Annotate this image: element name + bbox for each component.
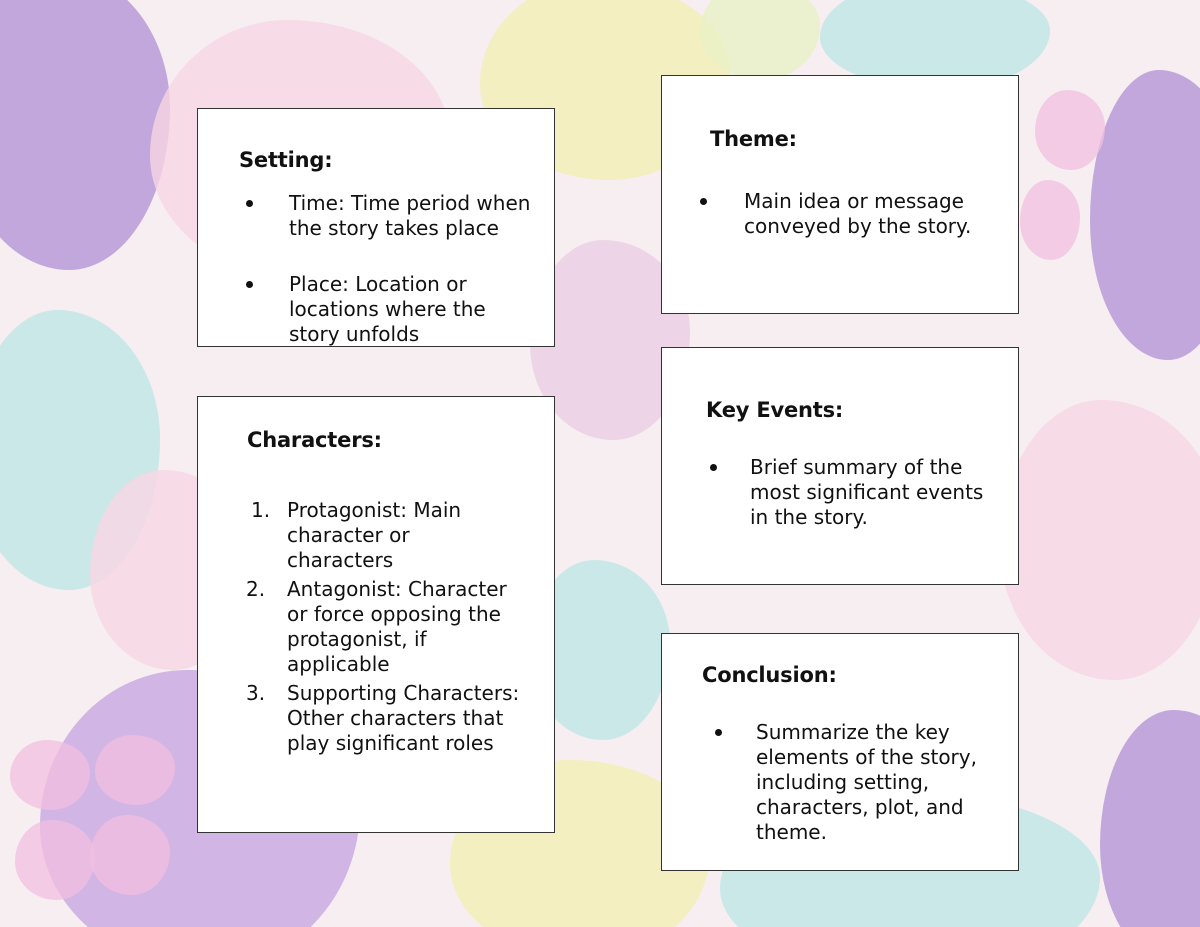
- watercolor-blob: [90, 815, 170, 895]
- list-number: 1.: [251, 498, 271, 522]
- conclusion-title: Conclusion:: [702, 663, 837, 687]
- watercolor-blob: [1035, 90, 1105, 170]
- bullet-icon: [246, 281, 253, 288]
- bullet-icon: [246, 200, 253, 207]
- setting-title: Setting:: [239, 148, 333, 172]
- watercolor-blob: [0, 0, 170, 270]
- watercolor-blob: [1000, 400, 1200, 680]
- theme-item: Main idea or message conveyed by the story.: [744, 189, 972, 238]
- key-events-title: Key Events:: [706, 398, 844, 422]
- bullet-icon: [700, 198, 707, 205]
- characters-item-protagonist: Protagonist: Main character or characters: [287, 498, 462, 572]
- watercolor-blob: [10, 740, 90, 810]
- conclusion-item: Summarize the key elements of the story, including setting, characters, plot, and theme.: [756, 720, 977, 844]
- watercolor-blob: [1020, 180, 1080, 260]
- characters-card: [197, 396, 555, 833]
- key-events-card: [661, 347, 1019, 585]
- setting-item-time: Time: Time period when the story takes place: [289, 191, 531, 240]
- bullet-icon: [715, 729, 722, 736]
- setting-card: [197, 108, 555, 347]
- theme-card: [661, 75, 1019, 314]
- watercolor-blob: [1100, 710, 1200, 927]
- characters-item-antagonist: Antagonist: Character or force opposing the protagonist, if applicable: [287, 577, 507, 676]
- theme-title: Theme:: [710, 127, 797, 151]
- key-events-item: Brief summary of the most significant events in the story.: [750, 455, 984, 529]
- watercolor-blob: [15, 820, 95, 900]
- characters-title: Characters:: [247, 428, 382, 452]
- watercolor-blob: [1090, 70, 1200, 360]
- characters-item-supporting: Supporting Characters: Other characters that play significant roles: [287, 681, 520, 755]
- bullet-icon: [710, 464, 717, 471]
- list-number: 3.: [246, 681, 266, 705]
- watercolor-blob: [95, 735, 175, 805]
- conclusion-card: [661, 633, 1019, 871]
- list-number: 2.: [246, 577, 266, 601]
- setting-item-place: Place: Location or locations where the story unfolds: [289, 272, 486, 346]
